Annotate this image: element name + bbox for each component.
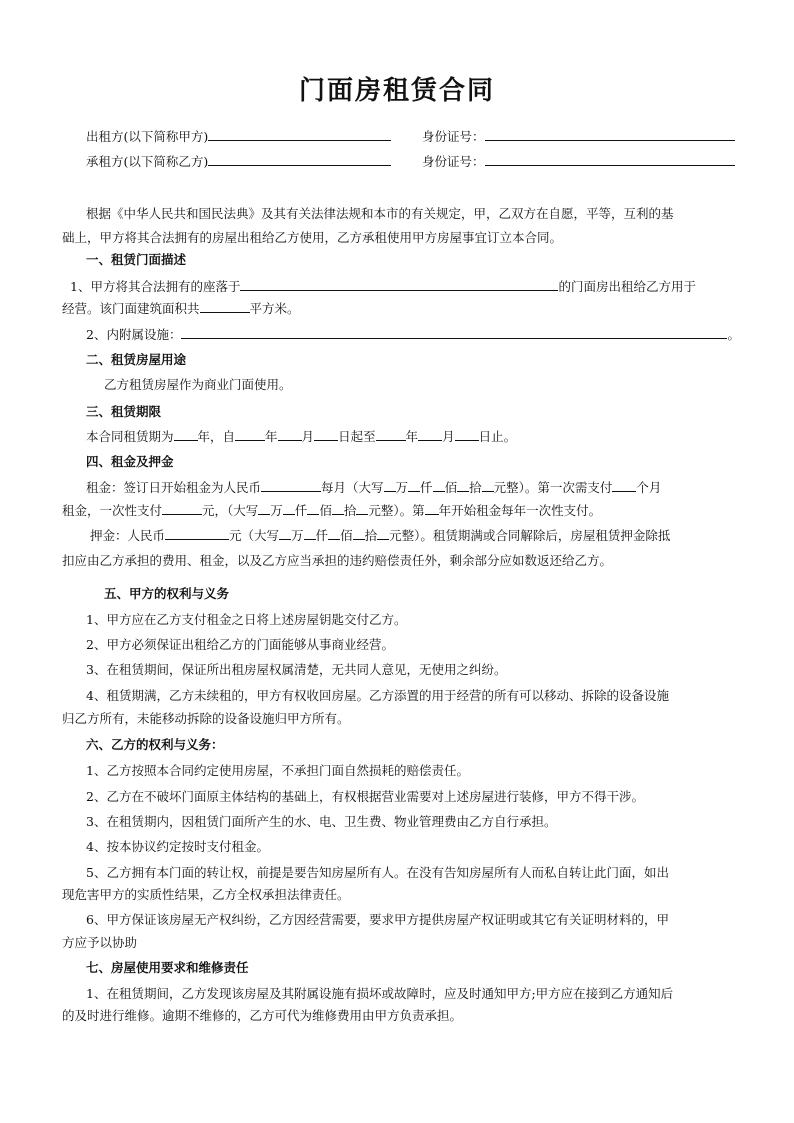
blank-field[interactable] <box>279 527 291 540</box>
blank-field[interactable] <box>376 428 406 441</box>
text: 仟 <box>315 528 329 543</box>
text: 仟 <box>420 480 433 495</box>
term-clause <box>86 428 516 445</box>
clause: 1、在租赁期间，乙方发现该房屋及其附属设施有损坏或故障时，应及时通知甲方;甲方应在接到乙方通知后 <box>86 986 674 1001</box>
blank-field[interactable] <box>304 527 316 540</box>
section-heading: 七、房屋使用要求和维修责任 <box>86 960 249 975</box>
clause: 1、乙方按照本合同约定使用房屋，不承担门面自然损耗的赔偿责任。 <box>86 763 469 778</box>
text: 万 <box>291 528 304 543</box>
lessee-id-row <box>422 153 735 170</box>
blank-field[interactable] <box>283 502 295 515</box>
text: 元整）。租赁期满或合同解除后，房屋租赁押金除抵 <box>389 528 671 543</box>
text: 佰 <box>340 528 353 543</box>
text: 元（大写 <box>229 528 280 543</box>
text: 1、甲方将其合法拥有的座落于 <box>70 279 241 294</box>
lessor-id-row <box>422 128 735 145</box>
blank-field[interactable] <box>165 527 229 540</box>
location-field[interactable] <box>240 278 558 291</box>
blank-field[interactable] <box>418 428 442 441</box>
section-heading: 四、租金及押金 <box>86 454 174 469</box>
blank-field[interactable] <box>258 502 270 515</box>
text: 本合同租赁期为 <box>86 429 174 444</box>
text: 每月（大写 <box>321 480 384 495</box>
section-heading: 五、甲方的权利与义务 <box>104 586 230 601</box>
blank-field[interactable] <box>162 502 202 515</box>
id-label: 身份证号： <box>422 129 485 144</box>
lessee-label: 承租方(以下简称乙方) <box>86 154 209 169</box>
text: 拾 <box>364 528 378 543</box>
intro-line: 根据《中华人民共和国民法典》及其有关法律法规和本市的有关规定，甲，乙双方在自愿，平等，互利的基 <box>86 206 674 221</box>
blank-field[interactable] <box>174 428 198 441</box>
clause: 5、乙方拥有本门面的转让权，前提是要告知房屋所有人。在没有告知房屋所有人而私自转让此门面，如出 <box>86 865 669 880</box>
clause: 乙方租赁房屋作为商业门面使用。 <box>104 377 292 392</box>
section-heading: 二、租赁房屋用途 <box>86 352 187 367</box>
facilities-field[interactable] <box>181 326 727 339</box>
text: 元，（大写 <box>202 503 259 518</box>
text: 租金：签订日开始租金为人民币 <box>86 480 262 495</box>
clause: 现危害甲方的实质性结果，乙方全权承担法律责任。 <box>62 887 350 902</box>
text: 万 <box>395 480 409 495</box>
lessee-name-field[interactable] <box>208 153 391 166</box>
clause: 2、乙方在不破坏门面原主体结构的基础上，有权根据营业需要对上述房屋进行装修，甲方不得干涉。 <box>86 789 644 804</box>
lessee-row <box>86 153 391 170</box>
text: 年开始租金每年一次性支付。 <box>438 503 602 518</box>
text: 平方米。 <box>249 301 300 316</box>
blank-field[interactable] <box>332 502 344 515</box>
text: 。 <box>727 327 740 342</box>
blank-field[interactable] <box>612 479 636 492</box>
text: 租金，一次性支付 <box>62 503 163 518</box>
clause: 1、甲方应在乙方支付租金之日将上述房屋钥匙交付乙方。 <box>86 612 407 627</box>
text: 个月 <box>636 480 662 495</box>
blank-field[interactable] <box>235 428 265 441</box>
clause <box>86 326 740 343</box>
blank-field[interactable] <box>307 502 319 515</box>
text: 元整）。第一次需支付 <box>493 480 613 495</box>
text: 年 <box>265 429 278 444</box>
text: 的门面房出租给乙方用于 <box>558 279 696 294</box>
blank-field[interactable] <box>482 479 494 492</box>
clause: 4、租赁期满，乙方未续租的，甲方有权收回房屋。乙方添置的用于经营的所有可以移动、拆除的设备设施 <box>86 688 669 703</box>
lessor-id-field[interactable] <box>485 128 735 141</box>
blank-field[interactable] <box>314 428 338 441</box>
clause: 方应予以协助 <box>62 935 138 950</box>
blank-field[interactable] <box>408 479 420 492</box>
text: 万 <box>270 503 283 518</box>
text: 年，自 <box>197 429 236 444</box>
blank-field[interactable] <box>356 502 368 515</box>
blank-field[interactable] <box>261 479 321 492</box>
text: 拾 <box>343 503 357 518</box>
text: 元整）。第 <box>368 503 425 518</box>
text: 年 <box>405 429 419 444</box>
clause: 3、在租赁期间，保证所出租房屋权属清楚，无共同人意见，无使用之纠纷。 <box>86 662 507 677</box>
blank-field[interactable] <box>328 527 340 540</box>
clause <box>70 278 696 295</box>
clause: 3、在租赁期内，因租赁门面所产生的水、电、卫生费、物业管理费由乙方自行承担。 <box>86 814 557 829</box>
area-field[interactable] <box>200 300 250 313</box>
deposit-clause <box>90 527 670 544</box>
text: 仟 <box>294 503 308 518</box>
clause: 2、甲方必须保证出租给乙方的门面能够从事商业经营。 <box>86 637 394 652</box>
rent-clause <box>86 479 661 496</box>
intro-line: 础上，甲方将其合法拥有的房屋出租给乙方使用，乙方承租使用甲方房屋事宜订立本合同。 <box>62 230 563 245</box>
lessor-row <box>86 128 391 145</box>
section-heading: 三、租赁期限 <box>86 404 162 419</box>
blank-field[interactable] <box>455 428 479 441</box>
clause: 4、按本协议约定按时支付租金。 <box>86 839 269 854</box>
lessee-id-field[interactable] <box>485 153 735 166</box>
blank-field[interactable] <box>353 527 365 540</box>
clause: 归乙方所有，未能移动拆除的设备设施归甲方所有。 <box>62 711 350 726</box>
text: 日止。 <box>478 429 517 444</box>
section-heading: 一、租赁门面描述 <box>86 252 187 267</box>
clause: 的及时进行维修。逾期不维修的，乙方可代为维修费用由甲方负责承担。 <box>62 1008 463 1023</box>
text: 佰 <box>319 503 332 518</box>
text: 日起至 <box>338 429 376 444</box>
blank-field[interactable] <box>425 502 439 515</box>
text: 2、内附属设施： <box>86 327 182 342</box>
id-label: 身份证号： <box>422 154 485 169</box>
lessor-name-field[interactable] <box>208 128 391 141</box>
blank-field[interactable] <box>433 479 445 492</box>
blank-field[interactable] <box>377 527 389 540</box>
section-heading: 六、乙方的权利与义务： <box>86 737 224 752</box>
text: 经营。该门面建筑面积共 <box>62 301 200 316</box>
clause: 6、甲方保证该房屋无产权纠纷，乙方因经营需要，要求甲方提供房屋产权证明或其它有关证明材料的，甲 <box>86 912 669 927</box>
rent-clause <box>62 502 601 519</box>
blank-field[interactable] <box>384 479 396 492</box>
deposit-clause: 扣应由乙方承担的费用、租金，以及乙方应当承担的违约赔偿责任外，剩余部分应如数返还给乙方。 <box>62 553 613 568</box>
blank-field[interactable] <box>457 479 469 492</box>
text: 月 <box>442 429 455 444</box>
page-title: 门面房租赁合同 <box>298 76 495 106</box>
lessor-label: 出租方(以下简称甲方) <box>86 129 209 144</box>
text: 拾 <box>469 480 482 495</box>
text: 佰 <box>444 480 458 495</box>
clause <box>62 300 300 317</box>
blank-field[interactable] <box>278 428 302 441</box>
text: 月 <box>301 429 315 444</box>
text: 押金：人民币 <box>90 528 166 543</box>
